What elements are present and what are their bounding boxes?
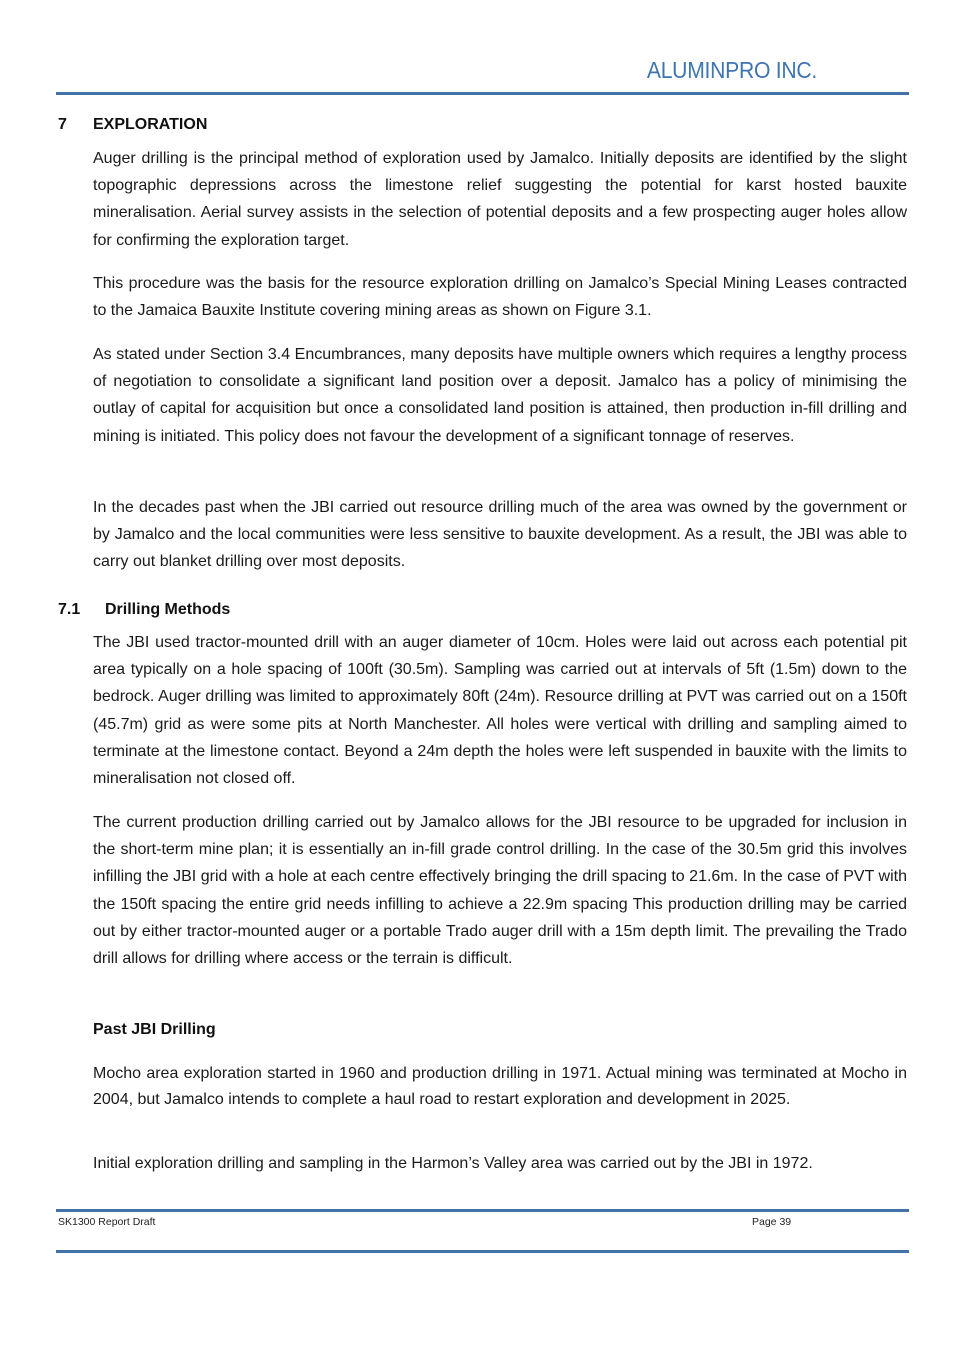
footer-rule-top: [56, 1209, 909, 1212]
company-name: ALUMINPRO INC.: [646, 57, 817, 83]
subsection-number: 7.1: [58, 601, 81, 618]
subsection-paragraph: The current production drilling carried out by Jamalco allows for the JBI resource to be upgraded for inclusion in the short-term mine plan; it is essentially an in-fill grade control drilling. In the case of the 30.5m grid this involves infilling the JBI grid with a hole at each centre effectively bringing the drill spacing to 21.6m. In the case of PVT with the 150ft spacing the entire grid needs infilling to achieve a 22.9m spacing This production drilling may be carried out by either tractor-mounted auger or a portable Trado auger drill with a 15m depth limit. The prevailing the Trado drill allows for drilling where access or the terrain is difficult.: [93, 814, 907, 968]
section-paragraph: In the decades past when the JBI carried out resource drilling much of the area was owned by the government or by Jamalco and the local communities were less sensitive to bauxite development. As a result, the JBI was able to carry out blanket drilling over most deposits.: [93, 499, 907, 571]
past-drilling-paragraph: Initial exploration drilling and sampling in the Harmon’s Valley area was carried out by the JBI in 1972.: [93, 1155, 813, 1172]
footer-document-name: SK1300 Report Draft: [58, 1216, 156, 1228]
past-drilling-heading: Past JBI Drilling: [93, 1021, 216, 1038]
section-paragraph: Auger drilling is the principal method of exploration used by Jamalco. Initially deposits are identified by the slight topographic depressions across the limestone relief suggesting the potential for karst hosted bauxite mineralisation. Aerial survey assists in the selection of potential deposits and a few prospecting auger holes allow for confirming the exploration target.: [93, 150, 907, 249]
subsection-paragraph: The JBI used tractor-mounted drill with an auger diameter of 10cm. Holes were laid out across each potential pit area typically on a hole spacing of 100ft (30.5m). Sampling was carried out at intervals of 5ft (1.5m) down to the bedrock. Auger drilling was limited to approximately 80ft (24m). Resource drilling at PVT was carried out on a 150ft (45.7m) grid as were some pits at North Manchester. All holes were vertical with drilling and sampling aimed to terminate at the limestone contact. Beyond a 24m depth the holes were left suspended in bauxite with the limits to mineralisation not closed off.: [93, 634, 907, 788]
header-rule: [56, 92, 909, 95]
footer-page-number: Page 39: [752, 1216, 792, 1228]
section-paragraph: This procedure was the basis for the resource exploration drilling on Jamalco’s Special Mining Leases contracted to the Jamaica Bauxite Institute covering mining areas as shown on Figure 3.1.: [93, 275, 907, 320]
section-paragraph: As stated under Section 3.4 Encumbrances, many deposits have multiple owners which requires a lengthy process of negotiation to consolidate a significant land position over a deposit. Jamalco has a policy of minimising the outlay of capital for acquisition but once a consolidated land position is attained, then production in-fill drilling and mining is initiated. This policy does not favour the development of a significant tonnage of reserves.: [93, 346, 907, 445]
subsection-title: Drilling Methods: [105, 601, 231, 618]
footer-rule-bottom: [56, 1250, 909, 1253]
past-drilling-paragraph: Mocho area exploration started in 1960 and production drilling in 1971. Actual mining was terminated at Mocho in 2004, but Jamalco intends to complete a haul road to restart exploration and development in 2025.: [93, 1065, 907, 1108]
section-number: 7: [58, 116, 67, 133]
section-title: EXPLORATION: [93, 116, 208, 133]
